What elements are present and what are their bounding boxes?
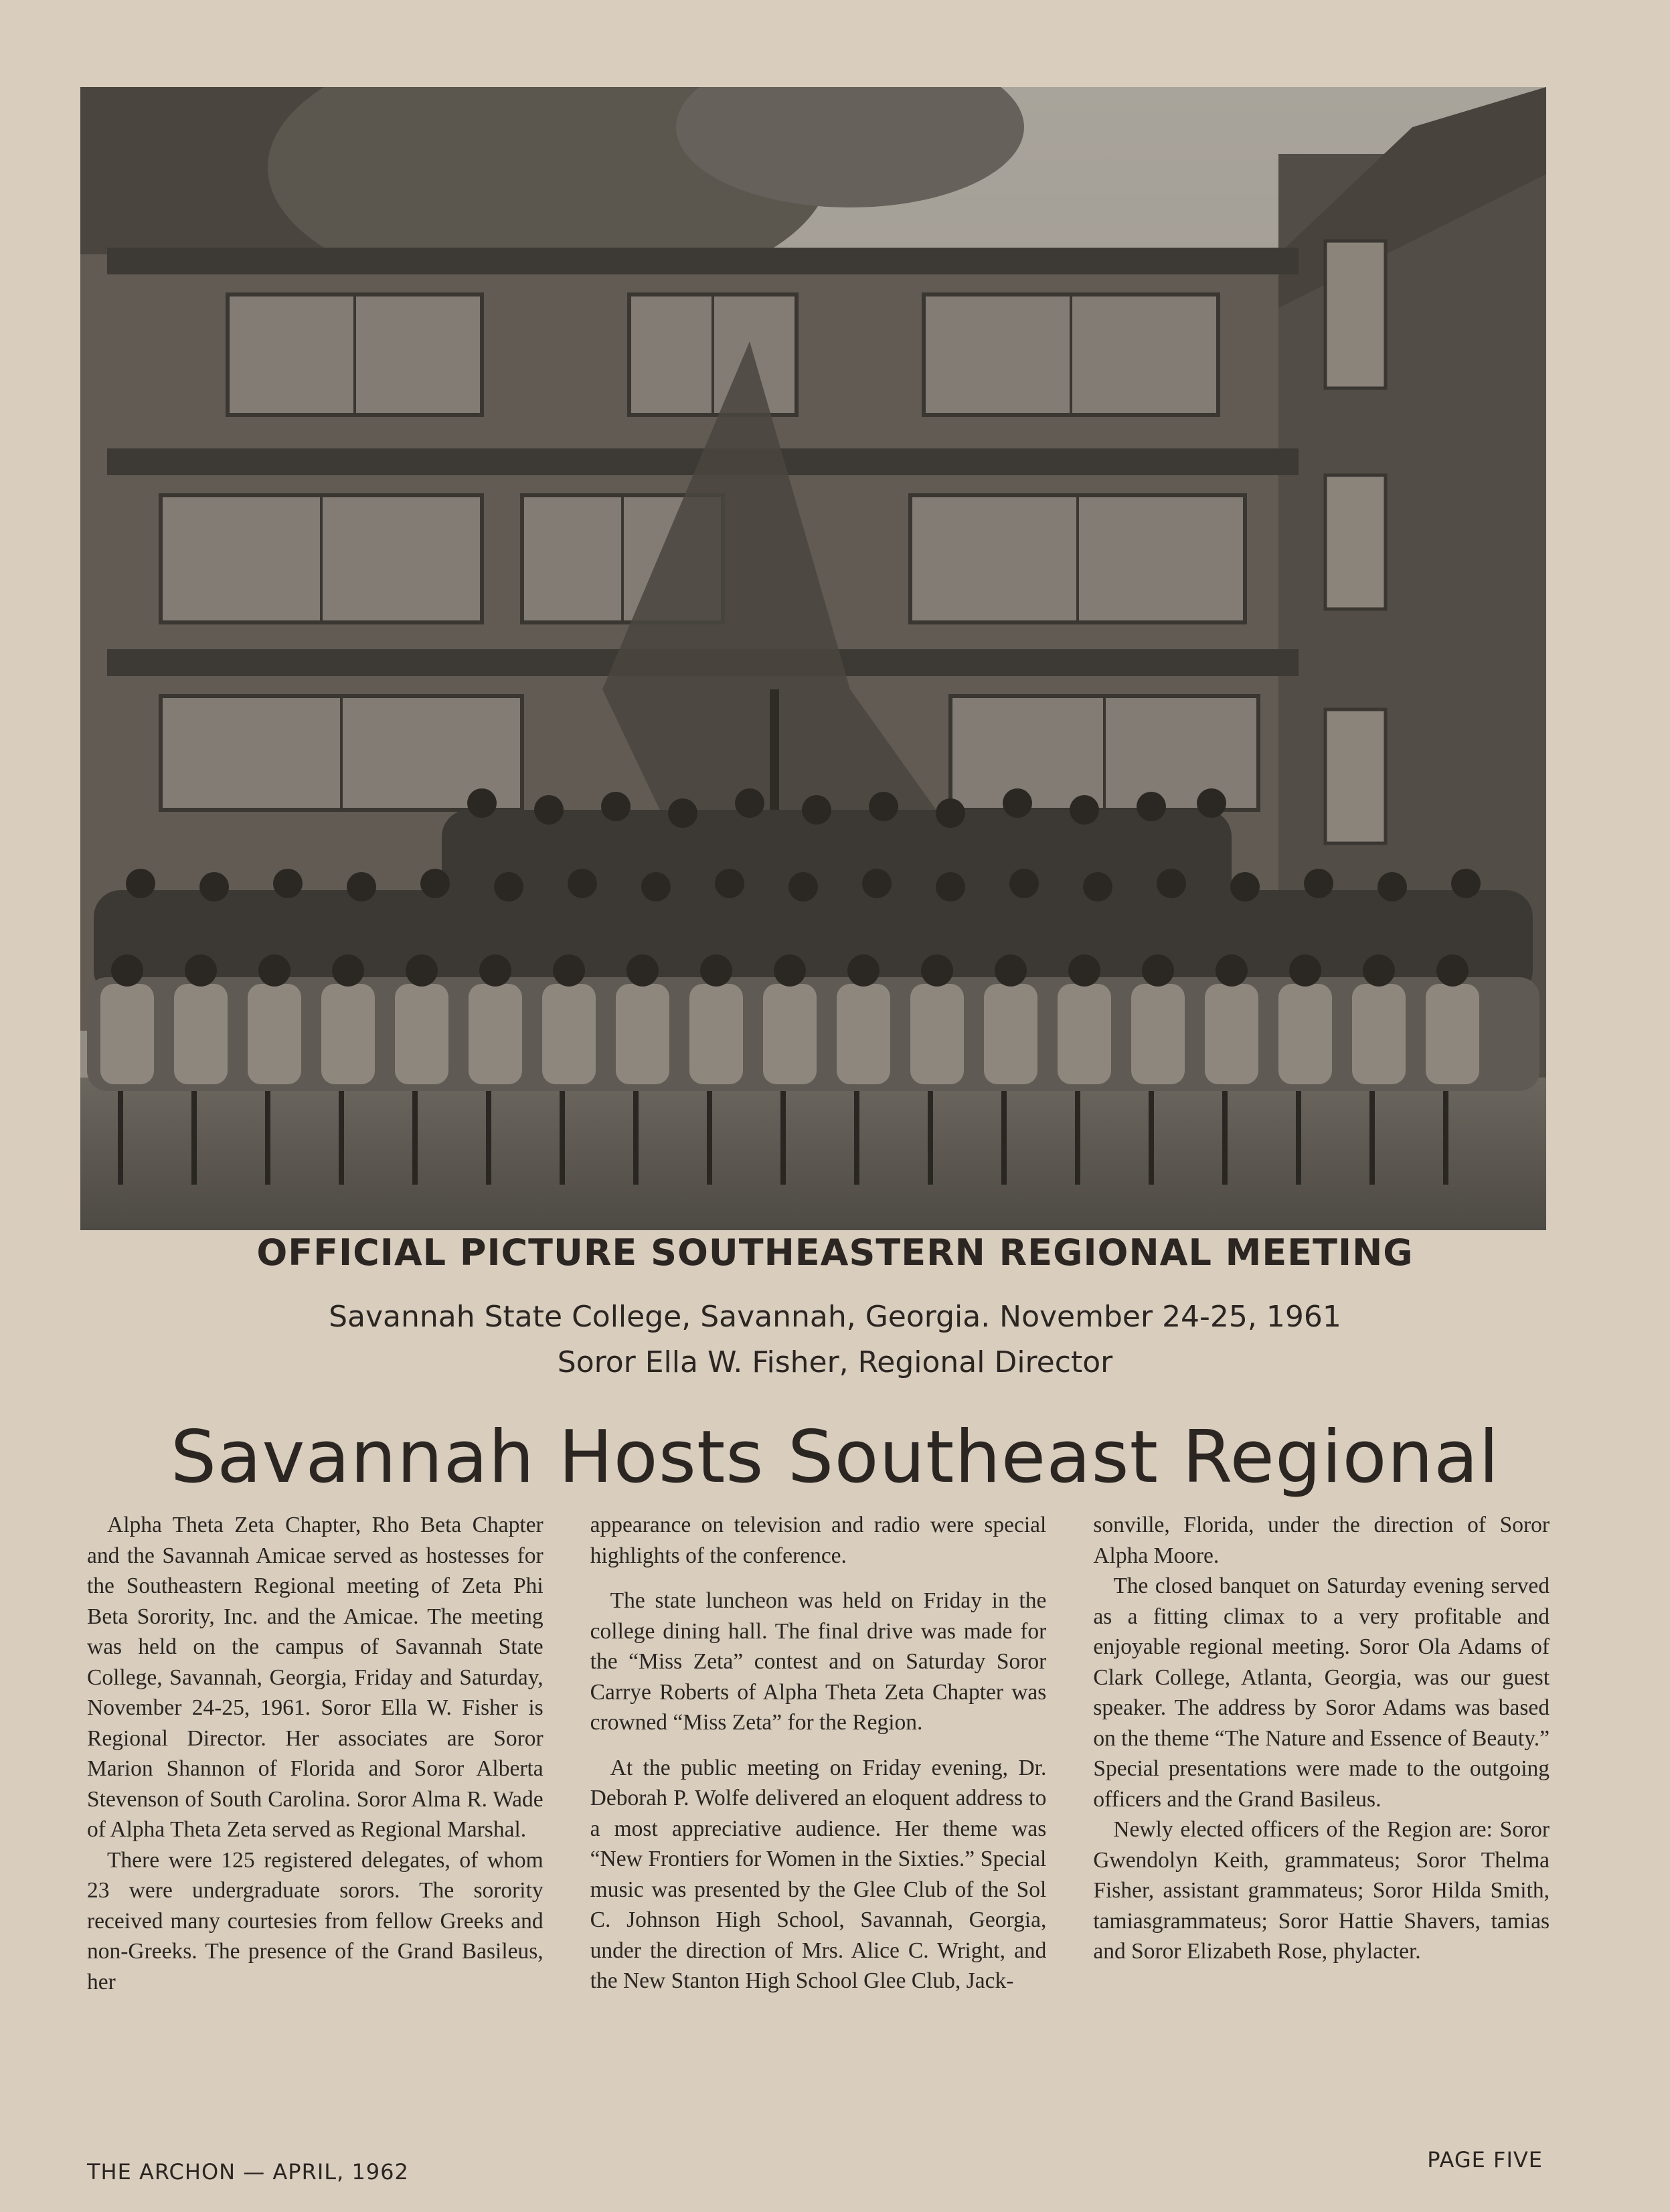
photo-caption-title: OFFICIAL PICTURE SOUTHEASTERN REGIONAL MEETING <box>256 1231 1414 1274</box>
article-column-1 <box>87 1510 544 2119</box>
paragraph: The closed banquet on Saturday evening served as a fitting climax to a very profitable and enjoyable regional meeting. Soror Ola Adams of Clark College, Atlanta, Georgia, was our guest speaker. The address by Soror Adams was based on the theme “The Nature and Essence of Beauty.” Special presentations were made to the outgoing officers and the Grand Basileus. <box>1093 1573 1550 1812</box>
paragraph: Alpha Theta Zeta Chapter, Rho Beta Chapter and the Savannah Amicae served as hostesses for the Southeastern Regional meeting of Zeta Phi Beta Sorority, Inc. and the Amicae. The meeting was held on the campus of Savannah State College, Savannah, Georgia, Friday and Saturday, November 24-25, 1961. Soror Ella W. Fisher is Regional Director. Her associates are Soror Marion Shannon of Florida and Soror Alberta Stevenson of South Carolina. Soror Alma R. Wade of Alpha Theta Zeta served as Regional Marshal. <box>87 1513 544 1842</box>
footer-page-number: PAGE FIVE <box>1427 2147 1543 2173</box>
article-headline: Savannah Hosts Southeast Regional <box>170 1416 1500 1499</box>
paragraph: At the public meeting on Friday evening, Dr. Deborah P. Wolfe delivered an eloquent address to a most appreciative audience. Her theme was “New Frontiers for Women in the Sixties.” Special music was presented by the Glee Club of the Sol C. Johnson High School, Savannah, Georgia, under the direction of Mrs. Alice C. Wright, and the New Stanton High School Glee Club, Jack- <box>590 1755 1047 1993</box>
photo-caption-line-2: Soror Ella W. Fisher, Regional Director <box>557 1345 1113 1379</box>
article-column-3 <box>1093 1510 1550 2119</box>
paragraph: appearance on television and radio were special highlights of the conference. <box>590 1513 1047 1568</box>
article-body <box>87 1510 1550 2119</box>
group-photo <box>80 87 1546 1230</box>
paragraph: There were 125 registered delegates, of whom 23 were undergraduate sorors. The sorority received many courtesies from fellow Greeks and non-Greeks. The presence of the Grand Basileus, her <box>87 1847 544 1994</box>
paragraph: Newly elected officers of the Region are: Soror Gwendolyn Keith, grammateus; Soror Thelma Fisher, assistant grammateus; Soror Hilda Smith, tamiasgrammateus; Soror Hattie Shavers, tamias and Soror Elizabeth Rose, phylacter. <box>1093 1817 1550 1964</box>
article-column-2 <box>590 1510 1047 2119</box>
paragraph: The state luncheon was held on Friday in the college dining hall. The final drive was made for the “Miss Zeta” contest and on Saturday Soror Carrye Roberts of Alpha Theta Zeta Chapter was crowned “Miss Zeta” for the Region. <box>590 1588 1047 1735</box>
footer-publication: THE ARCHON — APRIL, 1962 <box>87 2159 409 2185</box>
photo-caption-line-1: Savannah State College, Savannah, Georgia. November 24-25, 1961 <box>329 1300 1341 1334</box>
paragraph: sonville, Florida, under the direction of Soror Alpha Moore. <box>1093 1513 1550 1568</box>
